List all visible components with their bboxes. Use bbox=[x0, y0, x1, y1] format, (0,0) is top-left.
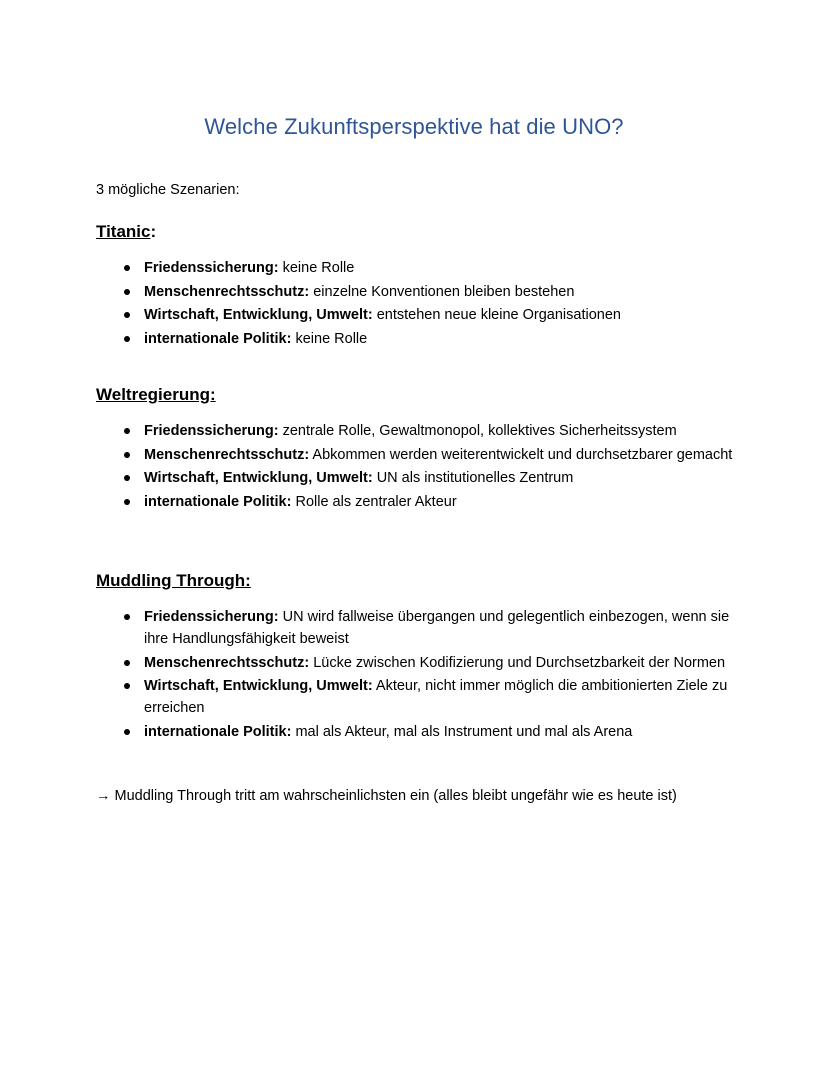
item-label: internationale Politik: bbox=[144, 723, 292, 740]
bullet-icon bbox=[124, 265, 130, 271]
item-text: UN wird fallweise übergangen und gelegentlich einbezogen, wenn sie ihre Handlungsfähigkeit beweist bbox=[144, 609, 730, 647]
bullet-icon bbox=[124, 614, 130, 620]
section-heading-titanic-text: Titanic bbox=[96, 222, 151, 241]
item-text: Rolle als zentraler Akteur bbox=[291, 493, 457, 510]
arrow-icon: → bbox=[96, 788, 111, 804]
item-label: Friedenssicherung: bbox=[144, 423, 279, 439]
item-text: zentrale Rolle, Gewaltmonopol, kollektives Sicherheitssystem bbox=[278, 423, 677, 439]
list-item bbox=[120, 257, 740, 279]
section-heading-titanic bbox=[96, 222, 156, 242]
bullet-icon bbox=[124, 729, 130, 735]
list-item bbox=[120, 281, 740, 303]
bullet-icon bbox=[124, 452, 130, 458]
list-item bbox=[120, 721, 740, 743]
item-text: keine Rolle bbox=[291, 330, 368, 347]
item-label: Menschenrechtsschutz: bbox=[144, 446, 310, 463]
section-heading-titanic-colon: : bbox=[150, 222, 157, 241]
item-label: Wirtschaft, Entwicklung, Umwelt: bbox=[144, 470, 373, 486]
bullet-icon bbox=[124, 336, 130, 342]
section-heading-muddling-through bbox=[96, 571, 251, 591]
item-text: Akteur, nicht immer möglich die ambitionierten Ziele zu erreichen bbox=[144, 678, 728, 716]
section-heading-muddling-through-text: Muddling Through: bbox=[96, 571, 251, 590]
intro-text: 3 mögliche Szenarien: bbox=[96, 182, 240, 198]
list-item bbox=[120, 675, 740, 719]
list-item bbox=[120, 420, 740, 442]
list-item bbox=[120, 328, 740, 350]
titanic-list bbox=[120, 257, 740, 351]
page-title: Welche Zukunftsperspektive hat die UNO? bbox=[204, 114, 624, 139]
list-item bbox=[120, 606, 740, 650]
bullet-icon bbox=[124, 499, 130, 505]
item-label: internationale Politik: bbox=[144, 330, 292, 347]
conclusion-body: Muddling Through tritt am wahrscheinlichsten ein (alles bleibt ungefähr wie es heute ist) bbox=[110, 788, 677, 804]
item-label: Wirtschaft, Entwicklung, Umwelt: bbox=[144, 678, 373, 694]
item-label: Friedenssicherung: bbox=[144, 260, 279, 276]
bullet-icon bbox=[124, 683, 130, 689]
section-heading-weltregierung-text: Weltregierung: bbox=[96, 385, 216, 404]
bullet-icon bbox=[124, 312, 130, 318]
item-text: mal als Akteur, mal als Instrument und mal als Arena bbox=[291, 723, 633, 740]
item-text: Lücke zwischen Kodifizierung und Durchsetzbarkeit der Normen bbox=[309, 654, 726, 671]
item-text: entstehen neue kleine Organisationen bbox=[372, 307, 621, 323]
list-item bbox=[120, 467, 740, 489]
item-text: UN als institutionelles Zentrum bbox=[372, 470, 574, 486]
bullet-icon bbox=[124, 289, 130, 295]
item-label: Menschenrechtsschutz: bbox=[144, 283, 310, 300]
section-heading-weltregierung bbox=[96, 385, 216, 405]
bullet-icon bbox=[124, 475, 130, 481]
list-item bbox=[120, 304, 740, 326]
bullet-icon bbox=[124, 428, 130, 434]
item-label: internationale Politik: bbox=[144, 493, 292, 510]
item-label: Wirtschaft, Entwicklung, Umwelt: bbox=[144, 307, 373, 323]
list-item bbox=[120, 652, 740, 674]
list-item bbox=[120, 491, 740, 513]
item-label: Menschenrechtsschutz: bbox=[144, 654, 310, 671]
muddling-through-list bbox=[120, 606, 740, 744]
item-label: Friedenssicherung: bbox=[144, 609, 279, 625]
weltregierung-list bbox=[120, 420, 740, 514]
bullet-icon bbox=[124, 660, 130, 666]
item-text: keine Rolle bbox=[278, 260, 355, 276]
conclusion-text bbox=[96, 788, 677, 804]
item-text: einzelne Konventionen bleiben bestehen bbox=[309, 283, 575, 300]
list-item bbox=[120, 444, 740, 466]
item-text: Abkommen werden weiterentwickelt und durchsetzbarer gemacht bbox=[309, 446, 733, 463]
